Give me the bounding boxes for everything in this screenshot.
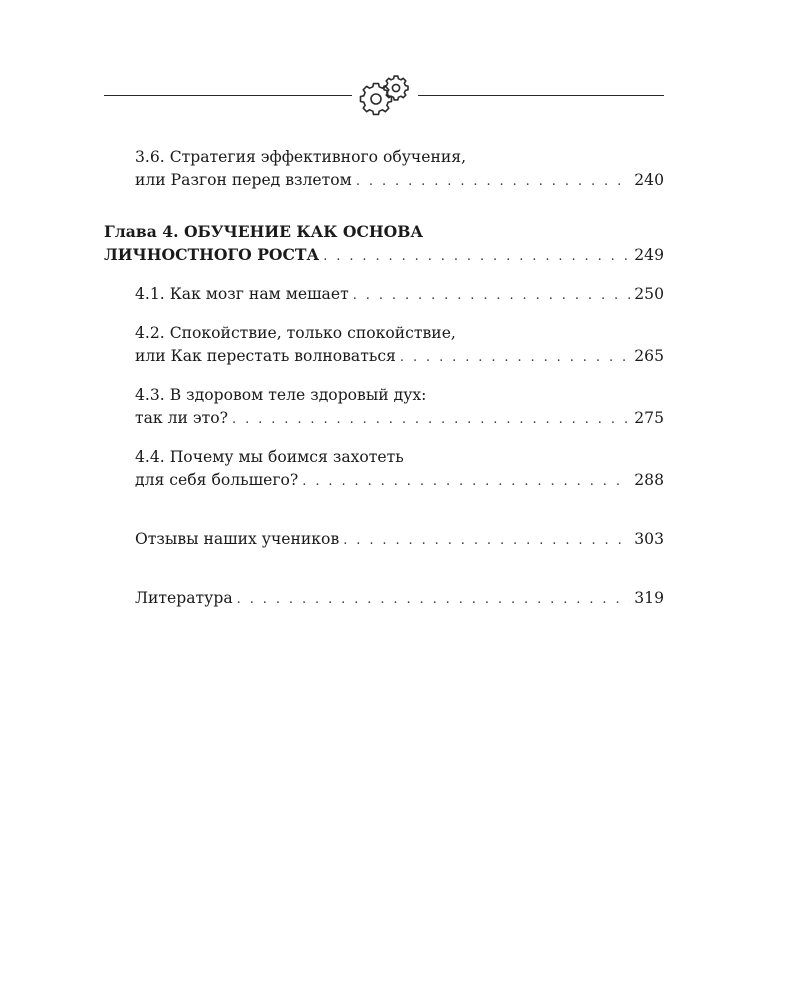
dot-leader (237, 588, 631, 611)
toc-page-number: 265 (634, 347, 664, 365)
toc-entry-4-4[interactable] (104, 446, 664, 493)
toc-entry-title: так ли это? (135, 409, 228, 427)
dot-leader (323, 245, 630, 268)
toc-page-number: 240 (634, 171, 664, 189)
toc-entry-4-1[interactable] (104, 283, 664, 307)
toc-entry-title: 4.4. Почему мы боимся захотеть (135, 448, 404, 466)
table-of-contents (104, 146, 664, 611)
toc-page-number: 319 (634, 589, 664, 607)
dot-leader (302, 470, 630, 493)
toc-page-number: 303 (634, 530, 664, 548)
toc-entry-title: 3.6. Стратегия эффективного обучения, (135, 148, 467, 166)
toc-page-number: 250 (634, 285, 664, 303)
toc-entry-chapter-4[interactable] (104, 220, 664, 268)
header-rule-right (418, 95, 664, 96)
toc-page-number: 249 (634, 246, 664, 264)
toc-entry-3-6[interactable] (104, 146, 664, 193)
dot-leader (232, 408, 630, 431)
toc-chapter-title: ЛИЧНОСТНОГО РОСТА (104, 245, 320, 264)
toc-entry-title: для себя большего? (135, 471, 299, 489)
toc-entry-title: 4.2. Спокойствие, только спокойствие, (135, 324, 456, 342)
toc-entry-title: Литература (135, 589, 233, 607)
toc-entry-title: или Как перестать волноваться (135, 347, 396, 365)
dot-leader (353, 284, 631, 307)
toc-entry-literature[interactable] (104, 587, 664, 611)
toc-entry-title: 4.1. Как мозг нам мешает (135, 285, 349, 303)
toc-entry-title: 4.3. В здоровом теле здоровый дух: (135, 386, 427, 404)
toc-chapter-title: Глава 4. ОБУЧЕНИЕ КАК ОСНОВА (104, 222, 424, 241)
gears-icon (354, 73, 414, 117)
toc-page-number: 275 (634, 409, 664, 427)
toc-entry-reviews[interactable] (104, 528, 664, 552)
toc-entry-title: или Разгон перед взлетом (135, 171, 352, 189)
toc-entry-title: Отзывы наших учеников (135, 530, 340, 548)
dot-leader (343, 529, 630, 552)
dot-leader (356, 170, 630, 193)
dot-leader (400, 346, 630, 369)
toc-entry-4-3[interactable] (104, 384, 664, 431)
toc-page-number: 288 (634, 471, 664, 489)
toc-entry-4-2[interactable] (104, 322, 664, 369)
header-rule-left (104, 95, 352, 96)
